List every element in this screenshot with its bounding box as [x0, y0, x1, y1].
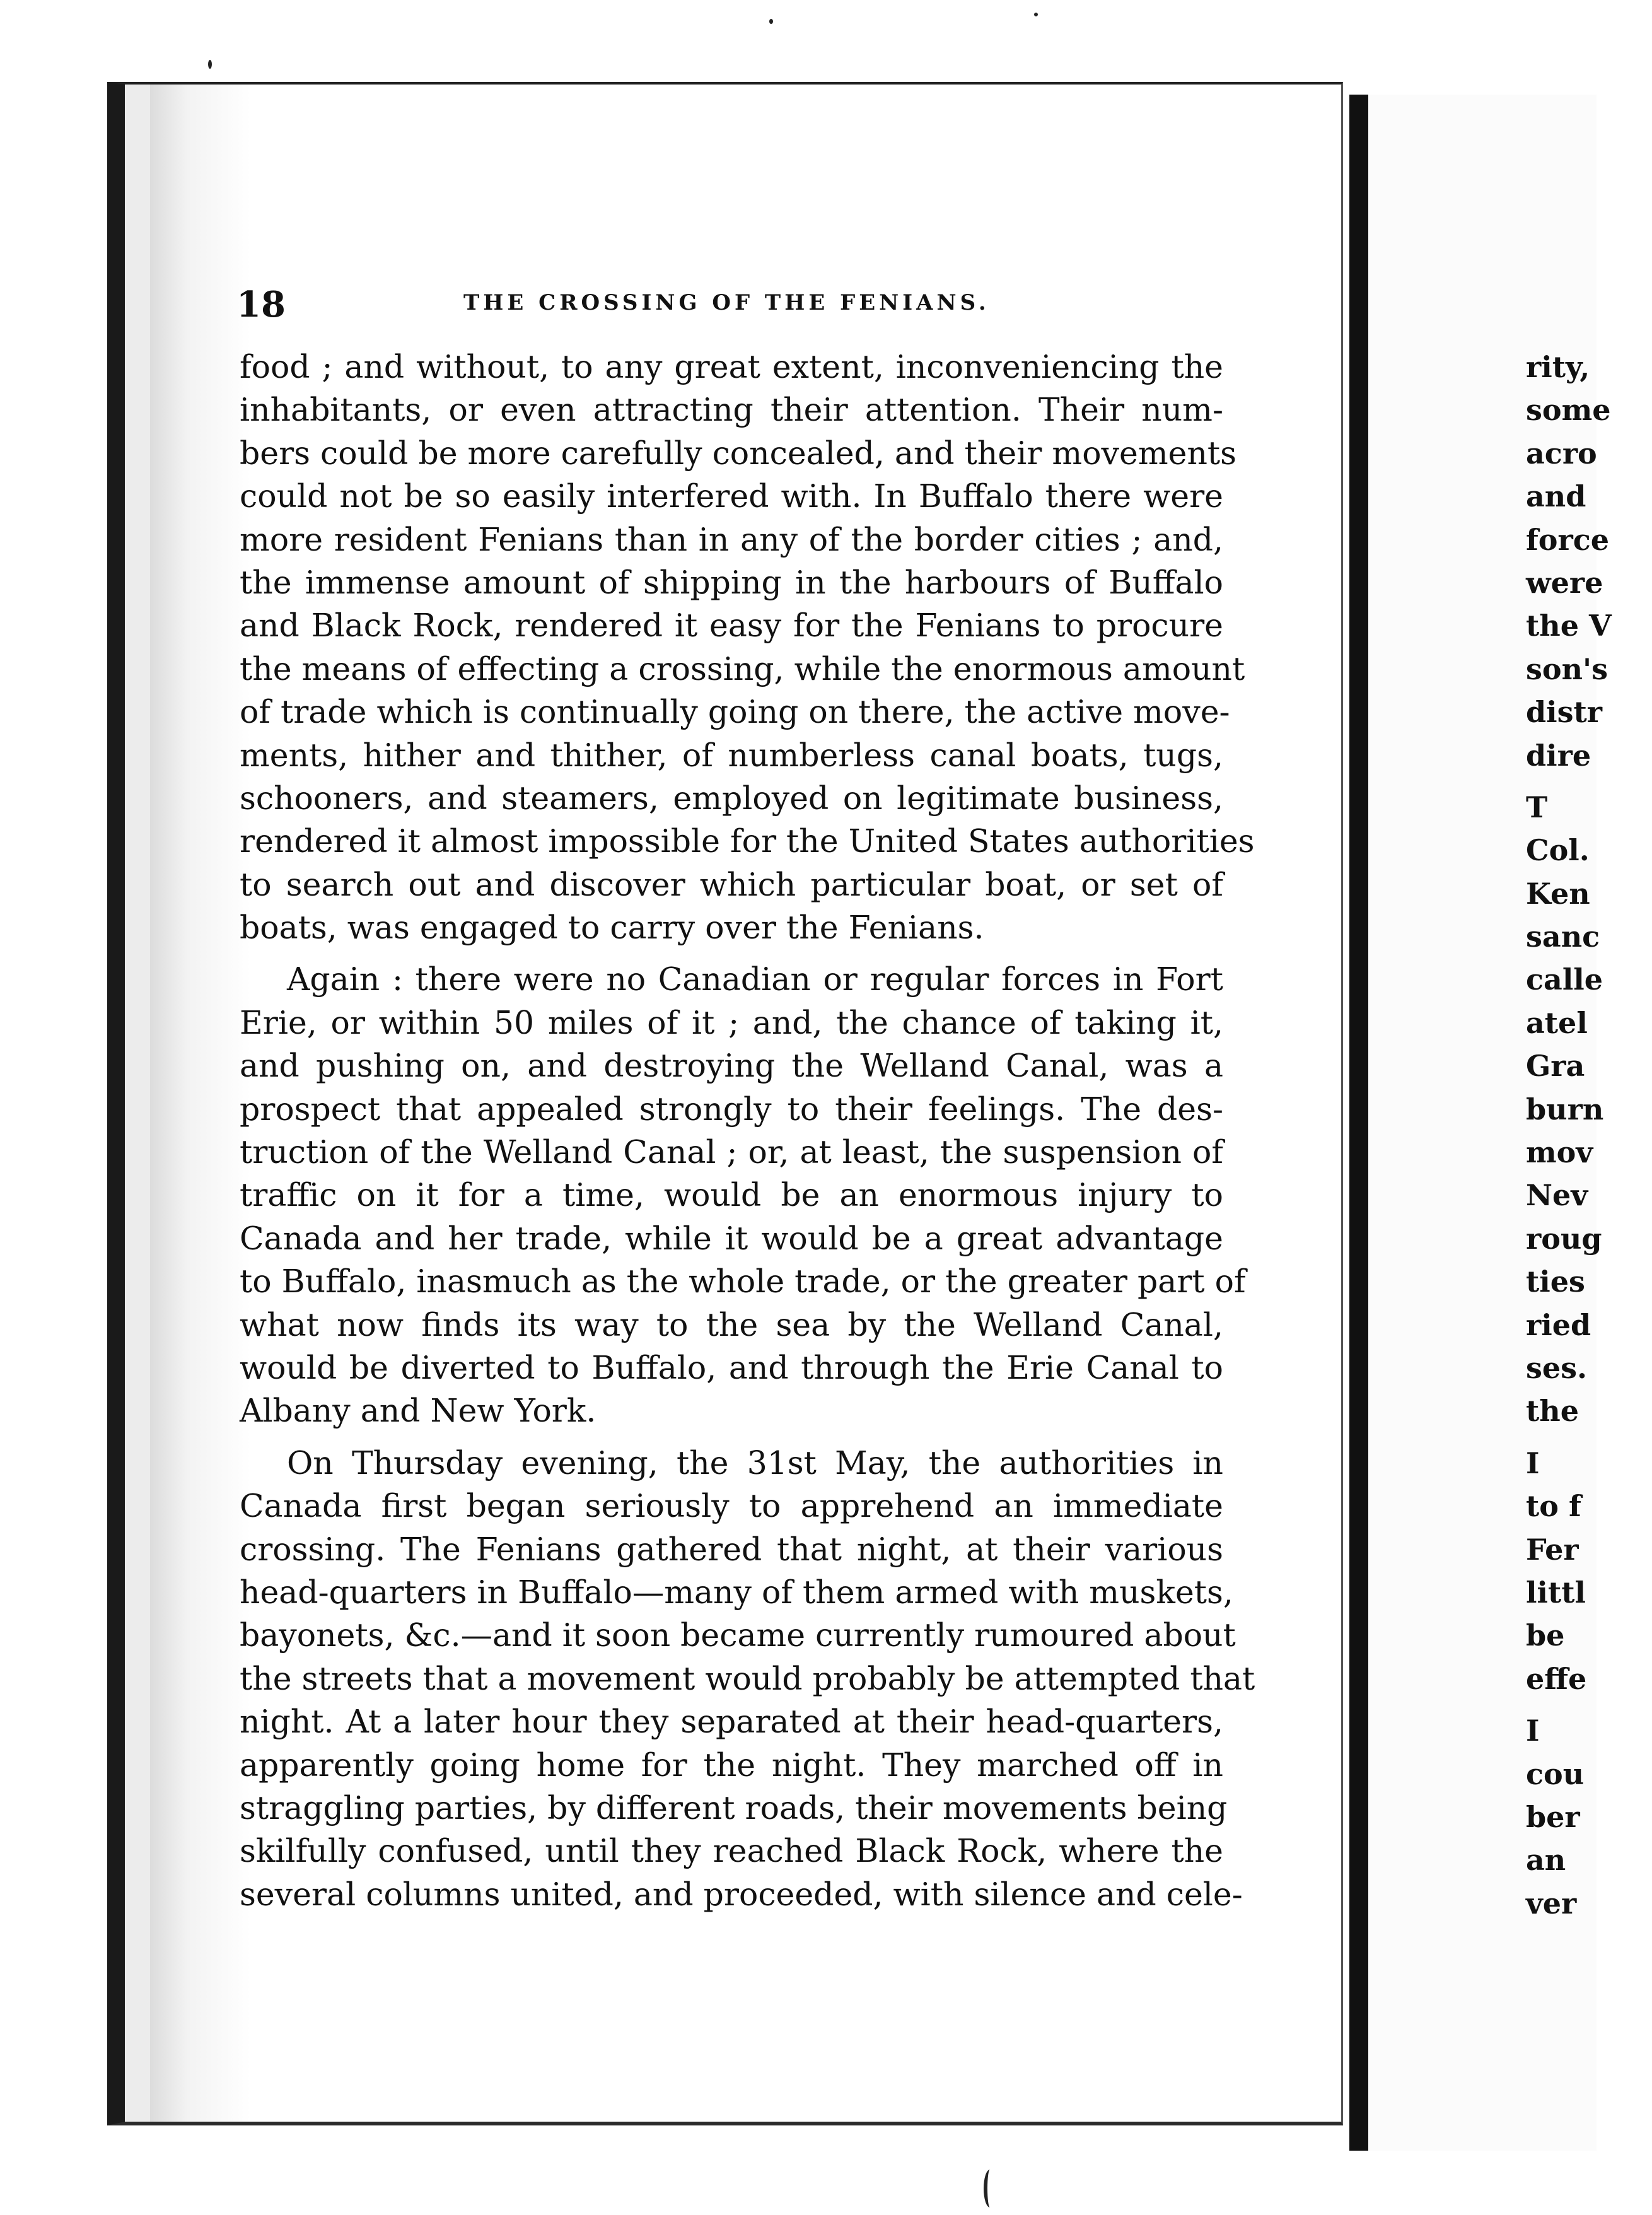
- text-line: to search out and discover which particular boat, or set of: [240, 865, 1223, 903]
- text-line: truction of the Welland Canal ; or, at least, the suspension of: [240, 1133, 1223, 1171]
- text-line: Canada and her trade, while it would be a great advantage: [240, 1219, 1223, 1257]
- right-page-fragment: I: [1526, 1446, 1540, 1480]
- right-page-fragment: mov: [1526, 1135, 1593, 1170]
- right-page-fragment: effe: [1526, 1661, 1587, 1696]
- right-page-fragment: atel: [1526, 1005, 1588, 1040]
- right-page-fragment: to f: [1526, 1489, 1581, 1524]
- text-line: straggling parties, by different roads, their movements being: [240, 1789, 1228, 1826]
- text-line: apparently going home for the night. They marched off in: [240, 1746, 1223, 1784]
- right-page-fragment: cou: [1526, 1756, 1585, 1791]
- text-line: and Black Rock, rendered it easy for the Fenians to procure: [240, 607, 1223, 645]
- right-page-fragment: burn: [1526, 1092, 1604, 1126]
- right-page-fragment: roug: [1526, 1221, 1602, 1256]
- text-line: several columns united, and proceeded, with silence and cele-: [240, 1875, 1243, 1913]
- paragraph-gap: [240, 949, 1223, 958]
- text-line: to Buffalo, inasmuch as the whole trade, or the greater part of: [240, 1263, 1246, 1300]
- scan-speck: [208, 60, 212, 69]
- text-line: the means of effecting a crossing, while the enormous amount: [240, 650, 1245, 687]
- text-line: more resident Fenians than in any of the border cities ; and,: [240, 520, 1223, 558]
- text-line: ments, hither and thither, of numberless canal boats, tugs,: [240, 736, 1223, 774]
- right-page-fragment: I: [1526, 1714, 1540, 1748]
- scan-mark: [984, 2170, 996, 2207]
- right-page-fragment: and: [1526, 479, 1586, 514]
- right-page-fragment: calle: [1526, 962, 1603, 997]
- scan-background: [0, 0, 1597, 95]
- page-number: 18: [236, 284, 286, 325]
- right-page-fragment: Nev: [1526, 1178, 1588, 1213]
- text-line: of trade which is continually going on there, the active move-: [240, 693, 1230, 731]
- scan-speck: [769, 19, 773, 24]
- right-page-fragment: Fer: [1526, 1532, 1579, 1567]
- text-line: skilfully confused, until they reached Black Rock, where the: [240, 1832, 1223, 1870]
- text-line: prospect that appealed strongly to their feelings. The des-: [240, 1090, 1223, 1128]
- paragraph: [240, 1442, 1255, 1916]
- text-line: head-quarters in Buffalo—many of them armed with muskets,: [240, 1573, 1233, 1611]
- text-line: On Thursday evening, the 31st May, the authorities in: [287, 1444, 1223, 1482]
- right-page-fragment: the: [1526, 1394, 1579, 1429]
- body-text: [240, 346, 1255, 1916]
- text-line: the immense amount of shipping in the harbours of Buffalo: [240, 563, 1223, 601]
- text-line: what now finds its way to the sea by the Welland Canal,: [240, 1306, 1223, 1343]
- right-page-fragment: ber: [1526, 1799, 1580, 1834]
- right-page-fragment: Col.: [1526, 833, 1590, 868]
- right-page-fragment: sanc: [1526, 920, 1600, 954]
- text-line: Again : there were no Canadian or regular forces in Fort: [287, 961, 1223, 998]
- text-line: food ; and without, to any great extent, inconveniencing the: [240, 348, 1223, 385]
- right-page-fragment: the V: [1526, 609, 1612, 643]
- right-page-fragment: Ken: [1526, 876, 1590, 911]
- text-line: traffic on it for a time, would be an enormous injury to: [240, 1176, 1223, 1214]
- right-page-fragment: distr: [1526, 695, 1603, 730]
- right-page-fragment: Gra: [1526, 1049, 1585, 1084]
- text-line: Albany and New York.: [240, 1392, 596, 1430]
- text-line: bers could be more carefully concealed, and their movements: [240, 434, 1237, 472]
- text-line: bayonets, &c.—and it soon became currently rumoured about: [240, 1616, 1236, 1654]
- book-gutter: [1349, 95, 1368, 2151]
- text-line: the streets that a movement would probably be attempted that: [240, 1659, 1255, 1697]
- scan-speck: [1034, 13, 1038, 16]
- right-page-fragment: ses.: [1526, 1350, 1588, 1385]
- right-page-fragment: an: [1526, 1843, 1566, 1878]
- paragraph: [240, 958, 1246, 1432]
- right-page-fragment: ried: [1526, 1307, 1591, 1342]
- right-page-fragment: dire: [1526, 738, 1591, 773]
- text-line: boats, was engaged to carry over the Fenians.: [240, 909, 984, 947]
- text-line: rendered it almost impossible for the United States authorities: [240, 822, 1255, 860]
- right-page-fragment: force: [1526, 522, 1609, 557]
- right-page-fragment: ties: [1526, 1265, 1585, 1299]
- text-line: would be diverted to Buffalo, and through the Erie Canal to: [240, 1348, 1223, 1386]
- text-line: Erie, or within 50 miles of it ; and, the chance of taking it,: [240, 1003, 1223, 1041]
- page-header: [236, 284, 1233, 328]
- right-page-fragment: rity,: [1526, 350, 1590, 384]
- right-page-fragment: were: [1526, 565, 1603, 600]
- right-page-text: [1526, 346, 1652, 1925]
- text-line: could not be so easily interfered with. In Buffalo there were: [240, 477, 1223, 515]
- right-page-fragment: be: [1526, 1618, 1565, 1653]
- running-title: THE CROSSING OF THE FENIANS.: [463, 290, 990, 315]
- paragraph-gap: [240, 1433, 1223, 1442]
- text-line: Canada first began seriously to apprehend an immediate: [240, 1487, 1223, 1525]
- paragraph: [240, 346, 1255, 949]
- right-page-fragment: son's: [1526, 652, 1608, 686]
- right-page-fragment: ver: [1526, 1886, 1577, 1920]
- text-line: night. At a later hour they separated at their head-quarters,: [240, 1703, 1223, 1741]
- right-page-fragment: T: [1526, 790, 1548, 824]
- text-line: crossing. The Fenians gathered that night, at their various: [240, 1530, 1223, 1568]
- right-page-fragment: littl: [1526, 1575, 1586, 1610]
- right-page-fragment: some: [1526, 393, 1611, 428]
- right-page-fragment: acro: [1526, 436, 1597, 470]
- text-line: and pushing on, and destroying the Welland Canal, was a: [240, 1047, 1223, 1085]
- text-line: schooners, and steamers, employed on legitimate business,: [240, 779, 1223, 817]
- text-line: inhabitants, or even attracting their attention. Their num-: [240, 391, 1223, 429]
